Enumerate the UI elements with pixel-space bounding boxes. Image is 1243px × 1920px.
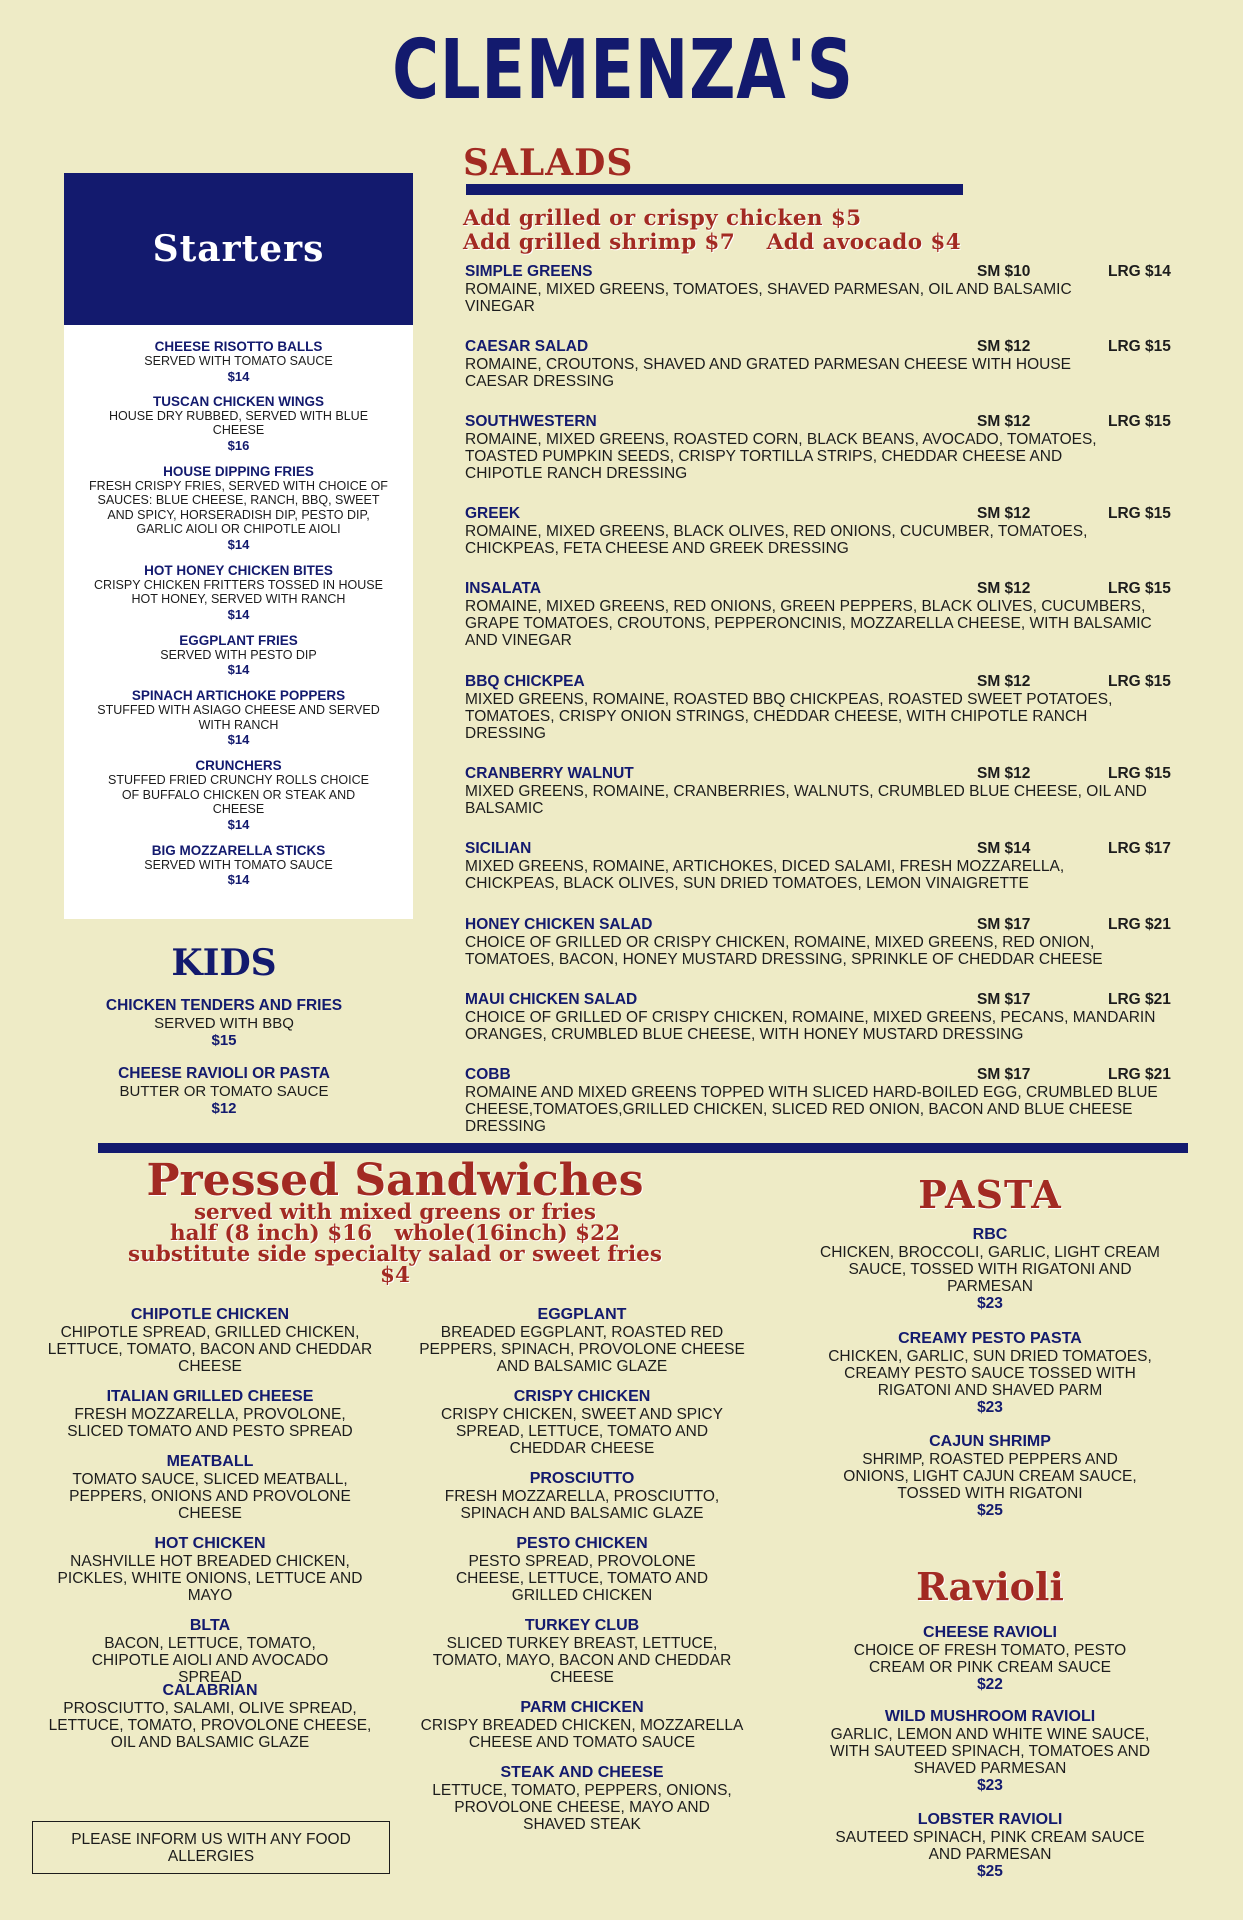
- sandwich-item: [40, 1453, 380, 1522]
- sandwiches-substitute: substitute side specialty salad or sweet fries: [128, 1242, 662, 1267]
- large-price: LRG $15: [1108, 765, 1171, 782]
- menu-item: [64, 997, 384, 1050]
- item-name: GREEK: [465, 505, 521, 522]
- small-price: SM $17: [977, 916, 1031, 933]
- menu-item: [84, 633, 393, 678]
- item-price: $23: [977, 1777, 1003, 1794]
- sandwiches-title: Pressed Sandwiches: [146, 1155, 644, 1206]
- item-description: MIXED GREENS, ROMAINE, ROASTED BBQ CHICKPEAS, ROASTED SWEET POTATOES, TOMATOES, CRISPY ONION STRINGS, CHEDDAR CHEESE, WITH CHIPOTLE RANCH DRESSING: [465, 691, 1113, 742]
- pasta-title: PASTA: [918, 1172, 1062, 1217]
- item-price: $15: [211, 1032, 237, 1049]
- item-description: MIXED GREENS, ROMAINE, ARTICHOKES, DICED SALAMI, FRESH MOZZARELLA, CHICKPEAS, BLACK OLIVES, SUN DRIED TOMATOES, LEMON VINAIGRETTE: [465, 858, 1065, 892]
- sandwich-item: [40, 1617, 380, 1686]
- item-name: CREAMY PESTO PASTA: [898, 1330, 1082, 1347]
- item-name: HOT CHICKEN: [154, 1535, 266, 1552]
- item-name: RBC: [972, 1226, 1008, 1243]
- item-name: TURKEY CLUB: [524, 1617, 640, 1634]
- salad-addon-line: Add grilled or crispy chicken $5: [463, 206, 862, 231]
- item-description: BUTTER OR TOMATO SAUCE: [119, 1083, 329, 1100]
- item-description: STUFFED FRIED CRUNCHY ROLLS CHOICE OF BUFFALO CHICKEN OR STEAK AND CHEESE: [108, 773, 369, 816]
- item-description: CHOICE OF GRILLED OR CRISPY CHICKEN, ROMAINE, MIXED GREENS, RED ONION, TOMATOES, BACON, HONEY MUSTARD DRESSING, SPRINKLE OF CHEDDAR CHEESE: [465, 934, 1103, 968]
- sandwich-item: [412, 1764, 752, 1833]
- item-description: HOUSE DRY RUBBED, SERVED WITH BLUE CHEESE: [108, 408, 369, 437]
- salad-item: [465, 580, 1175, 649]
- pasta-item: [800, 1330, 1180, 1417]
- item-description: CHICKEN, GARLIC, SUN DRIED TOMATOES, CREAMY PESTO SAUCE TOSSED WITH RIGATONI AND SHAVED PARM: [828, 1348, 1152, 1399]
- salad-item: [465, 338, 1175, 390]
- sandwiches-subtitle: served with mixed greens or fries: [193, 1200, 597, 1225]
- item-name: PESTO CHICKEN: [516, 1535, 648, 1552]
- sandwich-item: [412, 1617, 752, 1686]
- pasta-item: [800, 1433, 1180, 1520]
- item-price: $12: [211, 1100, 237, 1117]
- item-description: MIXED GREENS, ROMAINE, CRANBERRIES, WALNUTS, CRUMBLED BLUE CHEESE, OIL AND BALSAMIC: [465, 783, 1147, 817]
- item-description: ROMAINE, MIXED GREENS, RED ONIONS, GREEN PEPPERS, BLACK OLIVES, CUCUMBERS, GRAPE TOMATOES, CROUTONS, PEPPERONCINIS, MOZZARELLA CHEESE, WITH BALSAMIC AND VINEGAR: [465, 598, 1152, 649]
- salad-item: [465, 916, 1175, 968]
- item-name: LOBSTER RAVIOLI: [917, 1811, 1063, 1828]
- ravioli-item: [800, 1624, 1180, 1694]
- salad-item: [465, 1066, 1175, 1135]
- starters-title: Starters: [152, 228, 325, 270]
- item-description: CHIPOTLE SPREAD, GRILLED CHICKEN, LETTUCE, TOMATO, BACON AND CHEDDAR CHEESE: [47, 1324, 373, 1375]
- item-name: CHICKEN TENDERS AND FRIES: [105, 997, 343, 1014]
- item-price: $14: [227, 606, 250, 622]
- pasta-item: [800, 1226, 1180, 1313]
- item-description: SAUTEED SPINACH, PINK CREAM SAUCE AND PARMESAN: [835, 1829, 1145, 1863]
- item-name: ITALIAN GRILLED CHEESE: [106, 1388, 314, 1405]
- sandwich-item: [412, 1388, 752, 1457]
- item-description: PROSCIUTTO, SALAMI, OLIVE SPREAD, LETTUCE, TOMATO, PROVOLONE CHEESE, OIL AND BALSAMIC GLAZE: [48, 1700, 372, 1751]
- sandwich-item: [412, 1306, 752, 1375]
- item-description: ROMAINE, MIXED GREENS, TOMATOES, SHAVED PARMESAN, OIL AND BALSAMIC VINEGAR: [465, 281, 1072, 315]
- item-description: PESTO SPREAD, PROVOLONE CHEESE, LETTUCE, TOMATO AND GRILLED CHICKEN: [455, 1553, 709, 1604]
- item-price: $14: [227, 872, 250, 887]
- sandwich-item: [40, 1682, 380, 1751]
- item-description: FRESH MOZZARELLA, PROSCIUTTO, SPINACH AND BALSAMIC GLAZE: [444, 1488, 720, 1522]
- section-divider: [466, 184, 963, 195]
- allergy-notice: PLEASE INFORM US WITH ANY FOOD ALLERGIES: [32, 1821, 390, 1874]
- item-name: MEATBALL: [166, 1453, 254, 1470]
- ravioli-item: [800, 1708, 1180, 1795]
- item-description: FRESH MOZZARELLA, PROVOLONE, SLICED TOMATO AND PESTO SPREAD: [67, 1406, 353, 1440]
- item-description: SERVED WITH TOMATO SAUCE: [144, 857, 333, 872]
- large-price: LRG $21: [1108, 1066, 1171, 1083]
- item-name: CHEESE RAVIOLI: [923, 1624, 1057, 1641]
- item-description: CHICKEN, BROCCOLI, GARLIC, LIGHT CREAM SAUCE, TOSSED WITH RIGATONI AND PARMESAN: [820, 1244, 1160, 1295]
- item-price: $16: [227, 437, 250, 453]
- item-description: SERVED WITH TOMATO SAUCE: [144, 354, 333, 368]
- item-name: STEAK AND CHEESE: [500, 1764, 664, 1781]
- item-name: PARM CHICKEN: [520, 1699, 644, 1716]
- salad-item: [465, 413, 1175, 482]
- small-price: SM $10: [977, 263, 1031, 280]
- menu-item: [84, 339, 393, 384]
- item-price: $25: [977, 1502, 1003, 1519]
- item-price: $14: [227, 368, 250, 384]
- item-name: WILD MUSHROOM RAVIOLI: [884, 1708, 1096, 1725]
- large-price: LRG $17: [1108, 840, 1171, 857]
- item-name: EGGPLANT FRIES: [179, 632, 298, 648]
- large-price: LRG $15: [1108, 413, 1171, 430]
- item-description: ROMAINE, MIXED GREENS, BLACK OLIVES, RED ONIONS, CUCUMBER, TOMATOES, CHICKPEAS, FETA CHEESE AND GREEK DRESSING: [465, 523, 1088, 557]
- item-description: LETTUCE, TOMATO, PEPPERS, ONIONS, PROVOLONE CHEESE, MAYO AND SHAVED STEAK: [432, 1782, 732, 1833]
- salad-item: [465, 263, 1175, 315]
- sandwich-item: [412, 1699, 752, 1751]
- sandwich-item: [40, 1535, 380, 1604]
- item-name: EGGPLANT: [537, 1306, 627, 1323]
- sandwiches-substitute-price: $4: [380, 1263, 410, 1288]
- salad-item: [465, 673, 1175, 742]
- item-description: CRISPY CHICKEN, SWEET AND SPICY SPREAD, LETTUCE, TOMATO AND CHEDDAR CHEESE: [441, 1406, 723, 1457]
- item-name: BIG MOZZARELLA STICKS: [151, 842, 326, 858]
- small-price: SM $12: [977, 338, 1031, 355]
- item-description: GARLIC, LEMON AND WHITE WINE SAUCE, WITH SAUTEED SPINACH, TOMATOES AND SHAVED PARMESAN: [829, 1726, 1151, 1777]
- item-name: BBQ CHICKPEA: [465, 673, 585, 690]
- restaurant-name: CLEMENZA'S: [392, 23, 854, 118]
- item-description: CRISPY BREADED CHICKEN, MOZZARELLA CHEESE AND TOMATO SAUCE: [420, 1717, 744, 1751]
- menu-item: [84, 394, 393, 453]
- starters-header: [64, 173, 413, 325]
- ravioli-title: Ravioli: [916, 1564, 1064, 1609]
- small-price: SM $12: [977, 505, 1031, 522]
- item-description: TOMATO SAUCE, SLICED MEATBALL, PEPPERS, ONIONS AND PROVOLONE CHEESE: [69, 1471, 351, 1522]
- item-name: HOT HONEY CHICKEN BITES: [144, 562, 333, 578]
- small-price: SM $17: [977, 991, 1031, 1008]
- item-name: COBB: [465, 1066, 511, 1083]
- item-name: INSALATA: [465, 580, 542, 597]
- salad-item: [465, 991, 1175, 1043]
- small-price: SM $12: [977, 765, 1031, 782]
- large-price: LRG $15: [1108, 505, 1171, 522]
- ravioli-item: [800, 1811, 1180, 1881]
- item-description: STUFFED WITH ASIAGO CHEESE AND SERVED WITH RANCH: [97, 703, 380, 732]
- large-price: LRG $21: [1108, 991, 1171, 1008]
- salad-item: [465, 765, 1175, 817]
- item-name: CALABRIAN: [162, 1682, 258, 1699]
- item-name: CHEESE RISOTTO BALLS: [154, 339, 323, 354]
- item-description: CHOICE OF FRESH TOMATO, PESTO CREAM OR PINK CREAM SAUCE: [853, 1642, 1127, 1676]
- item-name: TUSCAN CHICKEN WINGS: [153, 393, 324, 409]
- item-name: CRISPY CHICKEN: [513, 1388, 651, 1405]
- large-price: LRG $15: [1108, 338, 1171, 355]
- item-name: HOUSE DIPPING FRIES: [163, 463, 314, 479]
- item-name: CRUNCHERS: [195, 758, 282, 773]
- item-price: $23: [977, 1295, 1003, 1312]
- item-description: NASHVILLE HOT BREADED CHICKEN, PICKLES, WHITE ONIONS, LETTUCE AND MAYO: [57, 1553, 363, 1604]
- large-price: LRG $15: [1108, 580, 1171, 597]
- sandwich-item: [40, 1306, 380, 1375]
- item-name: CAJUN SHRIMP: [929, 1433, 1051, 1450]
- item-description: CRISPY CHICKEN FRITTERS TOSSED IN HOUSE HOT HONEY, SERVED WITH RANCH: [94, 577, 383, 606]
- item-description: SLICED TURKEY BREAST, LETTUCE, TOMATO, MAYO, BACON AND CHEDDAR CHEESE: [432, 1635, 732, 1686]
- salad-item: [465, 505, 1175, 557]
- kids-title: KIDS: [171, 942, 277, 984]
- item-name: CHIPOTLE CHICKEN: [130, 1306, 290, 1323]
- item-name: SPINACH ARTICHOKE POPPERS: [131, 688, 346, 703]
- item-name: CAESAR SALAD: [465, 338, 589, 355]
- item-name: HONEY CHICKEN SALAD: [465, 916, 653, 933]
- item-name: CHEESE RAVIOLI OR PASTA: [118, 1065, 330, 1082]
- small-price: SM $12: [977, 580, 1031, 597]
- item-description: BREADED EGGPLANT, ROASTED RED PEPPERS, SPINACH, PROVOLONE CHEESE AND BALSAMIC GLAZE: [419, 1324, 745, 1375]
- sandwich-item: [412, 1470, 752, 1522]
- item-description: ROMAINE AND MIXED GREENS TOPPED WITH SLICED HARD-BOILED EGG, CRUMBLED BLUE CHEESE,TOMATOES,GRILLED CHICKEN, SLICED RED ONION, BACON AND BLUE CHEESE DRESSING: [465, 1084, 1158, 1135]
- item-name: BLTA: [189, 1617, 231, 1634]
- salad-item: [465, 840, 1175, 892]
- sandwich-item: [40, 1388, 380, 1440]
- salads-title: SALADS: [463, 142, 634, 184]
- item-description: SERVED WITH BBQ: [154, 1015, 294, 1032]
- large-price: LRG $15: [1108, 673, 1171, 690]
- small-price: SM $12: [977, 673, 1031, 690]
- item-name: SIMPLE GREENS: [465, 263, 593, 280]
- starters-list: [64, 325, 413, 919]
- large-price: LRG $21: [1108, 916, 1171, 933]
- menu-item: [84, 843, 393, 888]
- item-description: SERVED WITH PESTO DIP: [160, 647, 317, 662]
- small-price: SM $17: [977, 1066, 1031, 1083]
- item-name: CRANBERRY WALNUT: [465, 765, 634, 782]
- item-price: $14: [227, 732, 250, 747]
- salad-addon-line: Add grilled shrimp $7 Add avocado $4: [463, 230, 962, 255]
- item-description: SHRIMP, ROASTED PEPPERS AND ONIONS, LIGHT CAJUN CREAM SAUCE, TOSSED WITH RIGATONI: [843, 1451, 1137, 1502]
- item-description: ROMAINE, CROUTONS, SHAVED AND GRATED PARMESAN CHEESE WITH HOUSE CAESAR DRESSING: [465, 356, 1072, 390]
- menu-item: [84, 563, 393, 622]
- item-price: $14: [227, 536, 250, 552]
- item-description: ROMAINE, MIXED GREENS, ROASTED CORN, BLACK BEANS, AVOCADO, TOMATOES, TOASTED PUMPKIN SEEDS, CRISPY TORTILLA STRIPS, CHEDDAR CHEESE AND CHIPOTLE RANCH DRESSING: [465, 431, 1097, 482]
- menu-item: [64, 1065, 384, 1118]
- large-price: LRG $14: [1108, 263, 1171, 280]
- sandwiches-pricing: half (8 inch) $16 whole(16inch) $22: [169, 1221, 621, 1246]
- menu-item: [84, 464, 393, 552]
- item-description: BACON, LETTUCE, TOMATO, CHIPOTLE AIOLI AND AVOCADO SPREAD: [91, 1635, 329, 1686]
- section-divider: [98, 1143, 1188, 1153]
- item-price: $25: [977, 1863, 1003, 1880]
- small-price: SM $12: [977, 413, 1031, 430]
- item-name: PROSCIUTTO: [529, 1470, 635, 1487]
- item-price: $14: [227, 662, 250, 677]
- small-price: SM $14: [977, 840, 1031, 857]
- item-price: $23: [977, 1399, 1003, 1416]
- item-price: $14: [227, 816, 250, 832]
- item-description: CHOICE OF GRILLED OF CRISPY CHICKEN, ROMAINE, MIXED GREENS, PECANS, MANDARIN ORANGES, CRUMBLED BLUE CHEESE, WITH HONEY MUSTARD DRESSING: [465, 1009, 1156, 1043]
- menu-item: [84, 758, 393, 832]
- item-name: MAUI CHICKEN SALAD: [465, 991, 638, 1008]
- item-name: SOUTHWESTERN: [465, 413, 597, 430]
- sandwich-item: [412, 1535, 752, 1604]
- menu-item: [84, 688, 393, 747]
- item-price: $22: [977, 1676, 1003, 1693]
- item-name: SICILIAN: [465, 840, 532, 857]
- item-description: FRESH CRISPY FRIES, SERVED WITH CHOICE OF SAUCES: BLUE CHEESE, RANCH, BBQ, SWEET AND SPICY, HORSERADISH DIP, PESTO DIP, GARLIC AIOLI OR CHIPOTLE AIOLI: [89, 478, 388, 536]
